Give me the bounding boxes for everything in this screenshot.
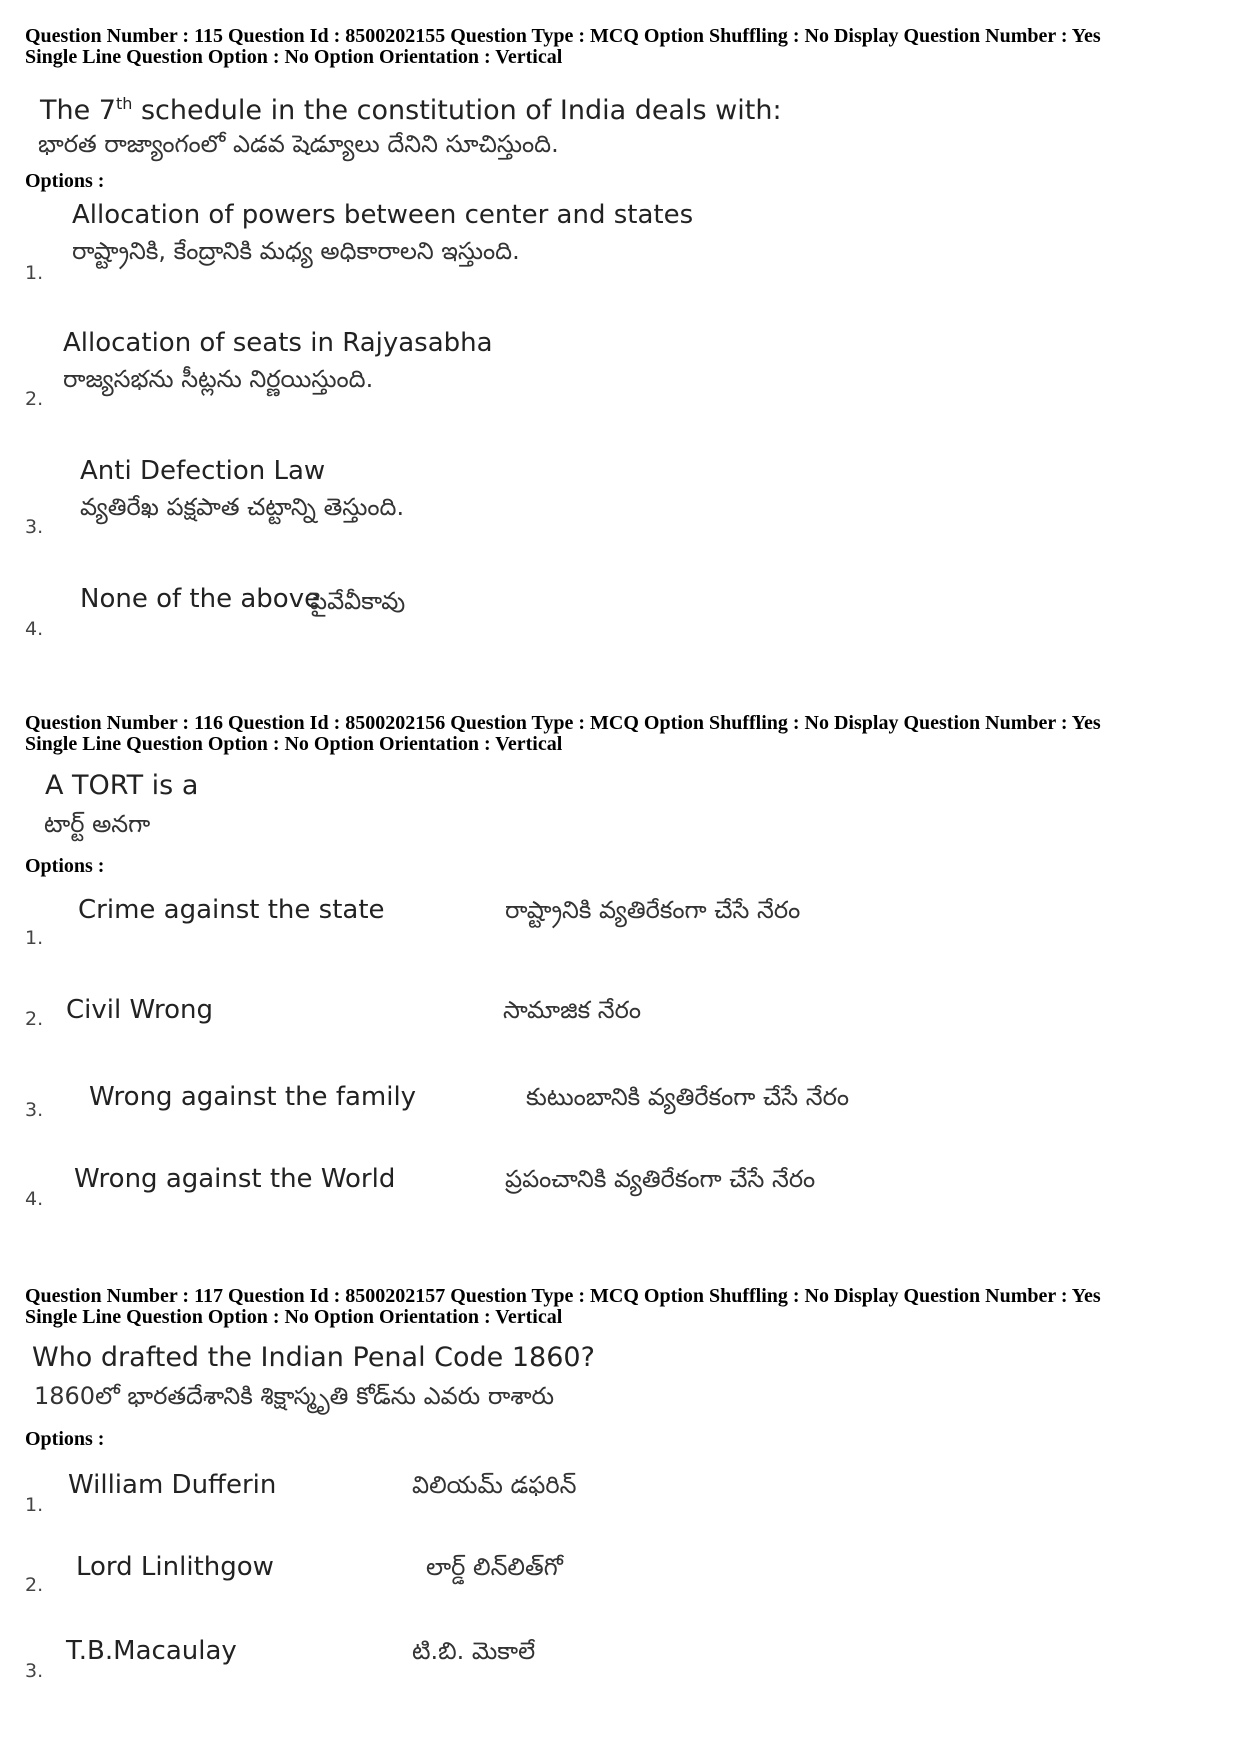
option-text-en: William Dufferin	[68, 1470, 277, 1500]
question-text-en: A TORT is a	[45, 770, 199, 801]
option-number: 3.	[25, 1660, 44, 1682]
option-number: 4.	[25, 1188, 44, 1210]
option-number: 2.	[25, 1008, 44, 1030]
options-label: Options :	[25, 1428, 105, 1450]
option-number: 3.	[25, 1099, 44, 1121]
options-label: Options :	[25, 855, 105, 877]
option-text-en: T.B.Macaulay	[66, 1636, 237, 1666]
question-text-en: Who drafted the Indian Penal Code 1860?	[32, 1342, 595, 1373]
option-number: 2.	[25, 388, 44, 410]
option-text-en: Lord Linlithgow	[76, 1552, 274, 1582]
option-text-en: None of the above	[80, 584, 321, 614]
option-number: 1.	[25, 927, 44, 949]
option-text-en: Allocation of powers between center and states	[72, 200, 694, 230]
option-number: 2.	[25, 1574, 44, 1596]
option-text-te: విలియమ్ డఫరిన్	[412, 1471, 577, 1499]
option-text-te: కుటుంబానికి వ్యతిరేకంగా చేసే నేరం	[526, 1083, 850, 1111]
question-meta-line1: Question Number : 117 Question Id : 8500202157 Question Type : MCQ Option Shuffling : No Display Question Number : Yes	[25, 1285, 1101, 1307]
question-meta-line2: Single Line Question Option : No Option Orientation : Vertical	[25, 733, 563, 755]
option-text-en: Civil Wrong	[66, 995, 214, 1025]
option-text-en: Anti Defection Law	[80, 456, 326, 486]
option-text-te: వ్యతిరేఖ పక్షపాత చట్టాన్ని తెస్తుంది.	[80, 493, 405, 521]
option-text-en: Wrong against the family	[89, 1082, 417, 1112]
question-text-en: The 7th schedule in the constitution of India deals with:	[40, 94, 782, 126]
option-text-en: Wrong against the World	[74, 1164, 396, 1194]
option-number: 1.	[25, 262, 44, 284]
option-text-te: రాజ్యసభను సీట్లను నిర్ణయిస్తుంది.	[63, 365, 374, 393]
option-text-en: Allocation of seats in Rajyasabha	[63, 328, 493, 358]
option-text-te: రాష్ట్రానికి వ్యతిరేకంగా చేసే నేరం	[505, 896, 801, 924]
question-meta-line2: Single Line Question Option : No Option Orientation : Vertical	[25, 46, 563, 68]
option-text-te: రాష్ట్రానికి, కేంద్రానికి మధ్య అధికారాలని ఇస్తుంది.	[72, 237, 520, 265]
option-text-en: Crime against the state	[78, 895, 385, 925]
question-meta-line2: Single Line Question Option : No Option Orientation : Vertical	[25, 1306, 563, 1328]
option-text-te: సామాజిక నేరం	[503, 996, 642, 1024]
option-number: 1.	[25, 1494, 44, 1516]
option-number: 3.	[25, 516, 44, 538]
option-text-te: ప్రపంచానికి వ్యతిరేకంగా చేసే నేరం	[505, 1165, 816, 1193]
question-meta-line1: Question Number : 115 Question Id : 8500202155 Question Type : MCQ Option Shuffling : No Display Question Number : Yes	[25, 25, 1101, 47]
question-text-te: 1860లో భారతదేశానికి శిక్షాస్మృతి కోడ్‌ను ఎవరు రాశారు	[34, 1382, 555, 1410]
option-number: 4.	[25, 618, 44, 640]
option-text-te: లార్డ్ లిన్‌లిత్‌గో	[426, 1553, 563, 1581]
option-text-te: టి.బి. మెకాలే	[412, 1637, 536, 1665]
question-text-te: టార్ట్ అనగా	[44, 810, 151, 838]
option-text-te: పైవేవీకావు	[310, 587, 406, 615]
question-meta-line1: Question Number : 116 Question Id : 8500202156 Question Type : MCQ Option Shuffling : No Display Question Number : Yes	[25, 712, 1101, 734]
options-label: Options :	[25, 170, 105, 192]
question-text-te: భారత రాజ్యాంగంలో ఎడవ షెడ్యూలు దేనిని సూచిస్తుంది.	[38, 130, 559, 158]
